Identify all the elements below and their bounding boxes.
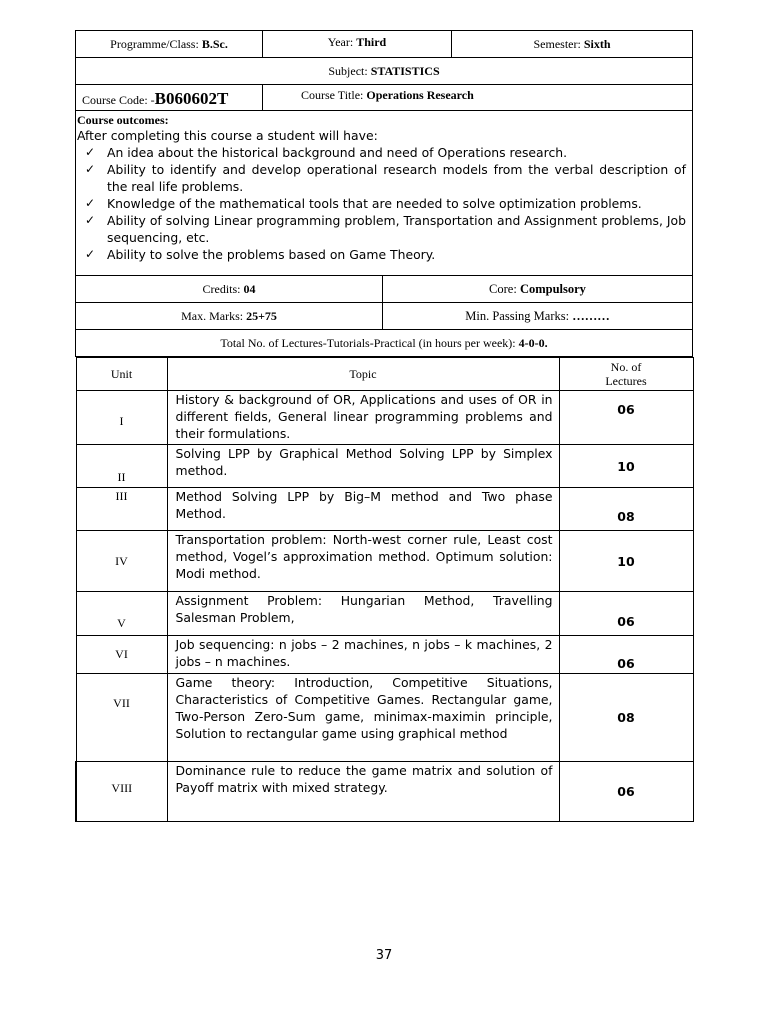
- min-marks-cell: [383, 303, 693, 330]
- credits-value: 04: [243, 281, 256, 296]
- min-marks-label: Min. Passing Marks:: [465, 308, 570, 323]
- course-outcomes: [76, 111, 693, 276]
- max-marks-value: 25+75: [246, 308, 277, 323]
- unit-topic: Dominance rule to reduce the game matrix and solution of Payoff matrix with mixed strategy.: [167, 762, 559, 822]
- units-table: [75, 357, 694, 822]
- outcome-text: Ability to identify and develop operational research models from the verbal description of the real life problems.: [107, 162, 686, 194]
- outcome-text: Ability to solve the problems based on Game Theory.: [107, 247, 436, 262]
- subject-value: STATISTICS: [370, 63, 440, 78]
- unit-topic: Method Solving LPP by Big–M method and Two phase Method.: [167, 488, 559, 531]
- unit-number: V: [76, 592, 167, 636]
- outcomes-list: [77, 144, 686, 263]
- outcomes-intro: After completing this course a student will have:: [77, 128, 378, 143]
- course-header-table: [75, 30, 693, 357]
- year-value: Third: [356, 35, 387, 49]
- credits-cell: [76, 276, 383, 303]
- max-marks-label: Max. Marks:: [181, 308, 244, 323]
- unit-topic: Solving LPP by Graphical Method Solving LPP by Simplex method.: [167, 445, 559, 488]
- unit-number: IV: [76, 531, 167, 592]
- outcome-text: An idea about the historical background and need of Operations research.: [107, 145, 568, 160]
- page-number: 37: [375, 948, 393, 963]
- course-code-cell: [76, 85, 263, 111]
- checkmark-icon: ✓: [85, 196, 96, 210]
- table-row: [76, 762, 693, 822]
- programme-cell: [76, 31, 263, 58]
- unit-topic: Job sequencing: n jobs – 2 machines, n jobs – k machines, 2 jobs – n machines.: [167, 636, 559, 674]
- table-row: [76, 674, 693, 762]
- table-row: [76, 488, 693, 531]
- course-title-value: Operations Research: [366, 88, 474, 102]
- lecture-count: 08: [559, 488, 693, 531]
- lecture-count: 06: [559, 592, 693, 636]
- outcomes-heading: Course outcomes:: [77, 113, 169, 127]
- unit-number: VIII: [76, 762, 167, 822]
- lecture-count: 08: [559, 674, 693, 762]
- outcome-item: [83, 212, 686, 246]
- unit-number: II: [76, 445, 167, 488]
- outcome-item: [83, 195, 686, 212]
- unit-number: III: [76, 488, 167, 531]
- semester-value: Sixth: [583, 36, 611, 51]
- unit-topic: History & background of OR, Applications and uses of OR in different fields, General linear programming problems and their formulations.: [167, 391, 559, 445]
- course-title-label: Course Title:: [301, 88, 364, 102]
- lecture-count: 10: [559, 445, 693, 488]
- course-code-value: B060602T: [154, 89, 229, 108]
- year-cell: [263, 31, 452, 58]
- table-row: [76, 445, 693, 488]
- table-row: [76, 636, 693, 674]
- table-row: [76, 391, 693, 445]
- total-hours-value: 4-0-0.: [518, 335, 548, 350]
- semester-cell: [452, 31, 693, 58]
- unit-number: VI: [76, 636, 167, 674]
- lecture-count: 06: [559, 636, 693, 674]
- checkmark-icon: ✓: [85, 213, 96, 227]
- topic-column-header: Topic: [167, 358, 559, 391]
- year-label: Year:: [327, 35, 354, 49]
- checkmark-icon: ✓: [85, 145, 96, 159]
- subject-label: Subject:: [328, 63, 368, 78]
- lectures-column-header: No. of Lectures: [559, 358, 693, 391]
- units-header-row: [76, 358, 693, 391]
- semester-label: Semester:: [533, 36, 581, 51]
- course-title-cell: [263, 85, 693, 111]
- table-row: [76, 592, 693, 636]
- checkmark-icon: ✓: [85, 162, 96, 176]
- lecture-count: 06: [559, 391, 693, 445]
- core-value: Compulsory: [519, 281, 586, 296]
- course-code-label: Course Code: -: [82, 93, 155, 107]
- credits-label: Credits:: [202, 281, 241, 296]
- unit-topic: Game theory: Introduction, Competitive Situations, Characteristics of Competitive Games. Rectangular game, Two-Person Zero-Sum game, minimax-maximin principle, Solution to rectangular game using graphical method: [167, 674, 559, 762]
- core-label: Core:: [489, 281, 517, 296]
- outcome-text: Knowledge of the mathematical tools that are needed to solve optimization problems.: [107, 196, 642, 211]
- lecture-count: 10: [559, 531, 693, 592]
- checkmark-icon: ✓: [85, 247, 96, 261]
- max-marks-cell: [76, 303, 383, 330]
- outcome-item: [83, 246, 686, 263]
- total-hours-label: Total No. of Lectures-Tutorials-Practical (in hours per week):: [220, 335, 516, 350]
- lecture-count: 06: [559, 762, 693, 822]
- outcome-item: [83, 144, 686, 161]
- unit-number: I: [76, 391, 167, 445]
- unit-topic: Transportation problem: North-west corner rule, Least cost method, Vogel’s approximation method. Optimum solution: Modi method.: [167, 531, 559, 592]
- programme-label: Programme/Class:: [110, 36, 199, 51]
- total-hours-cell: [76, 330, 693, 357]
- unit-number: VII: [76, 674, 167, 762]
- min-marks-value: ………: [572, 308, 610, 323]
- outcome-text: Ability of solving Linear programming problem, Transportation and Assignment problems, Job sequencing, etc.: [107, 213, 686, 245]
- unit-topic: Assignment Problem: Hungarian Method, Travelling Salesman Problem,: [167, 592, 559, 636]
- core-cell: [383, 276, 693, 303]
- programme-value: B.Sc.: [201, 36, 228, 51]
- outcome-item: [83, 161, 686, 195]
- table-row: [76, 531, 693, 592]
- subject-cell: [76, 58, 693, 85]
- unit-column-header: Unit: [76, 358, 167, 391]
